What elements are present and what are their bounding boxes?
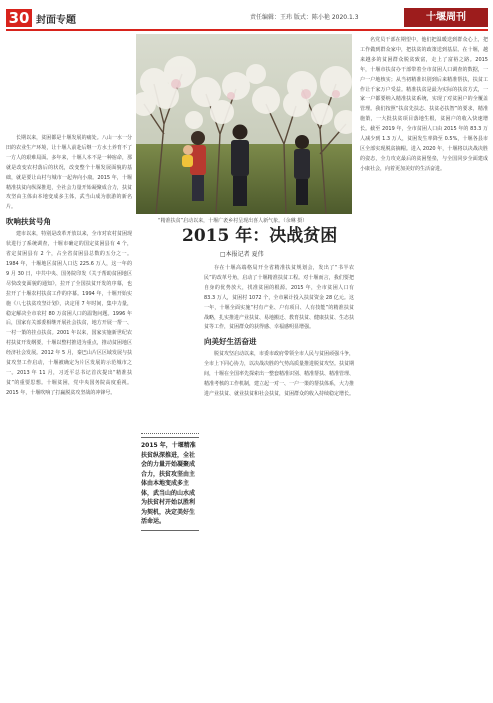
pull-quote: 2015 年，十堰精准扶贫纵深推进，全社会的力量开始凝聚成合力，扶贫攻坚由主体由本地变成多主体，武当山的山水成为扶贫村开始以胜利为契机，决定美好生活命运。: [141, 437, 199, 531]
middle-column: [204, 264, 354, 699]
section-name: 封面专题: [36, 15, 76, 26]
left-body-paragraph: 建市以来，特别是改革开放以来，全市对农村贫困现状进行了系统调查，十堰市确定的国定贫困县有 4 个，省定贫困县有 2 个，占全省贫困县总数的五分之一。1984 年，十堰地区贫困人口达 225.6 万人，这一年的 9 月 30 日，中共中央、国务院印发《关于帮助贫困地区尽快改变面貌的通知》，拉开了全国扶贫开发的序幕，也拉开了十堰农村扶贫工作的序幕。1994 年，十堰开始实施《八七扶贫攻坚计划》，决定用 7 年时间，集中力量，稳定解决全市农村 80 万贫困人口的温饱问题。1996 年后，国家有关部委相继开展社会扶贫，地方开展一帮一、一村一策的挂点扶贫。2001 年以来，国家实施新世纪农村扶贫开发纲要，十堰以整村推进为重点，推动贫困地区经济社会发展。2012 年 5 月，秦巴山片区区域发展与扶贫攻坚工作启动，十堰被确定为片区发展的示范城市之一。2013 年 11 月，习近平总书记首次提出“精准扶贫”的重要思想。十堰贫困，党中央国务院高度重视。2015 年，十堰吹响了打赢脱贫攻坚战的冲锋号。: [6, 231, 132, 396]
editor-credits: 责任编辑：王玮 版式：陈小艳 2020.1.3: [250, 14, 359, 21]
middle-body-paragraph: 存在十堰高端格局开全省精准扶贫规划会，发出了“书半农民”的改革号角，启动了十堰精准扶贫工程。对十堰而言，我们要把自身的优势放大，找准贫困的根源。2015 年，全市贫困人口有 83.3 万人，贫困村 1072 个，全市累计投入扶贫资金 28 亿元。这一年，十堰全面实施“村有产业、户有项目、人有技能”的精准扶贫战略，扎实推进产业扶贫、易地搬迁、教育扶贫、健康扶贫、生态扶贫等工作，贫困群众的获得感、幸福感明显增强。: [204, 265, 354, 331]
right-body-paragraph: 名党员干部在期望中，他们把温暖送到群众心上，把工作做到群众家中，把扶贫的政策送到基层。在十堰，越来越多的贫困群众脱贫致富，走上了富裕之路。2015 年，十堰市扶贫办干部带着全市贫困人口调查的数据，一户一户地核实；从当初精准识别到后来精准帮扶，扶贫工作让千家万户受益。精准扶贫是最为实际的扶贫方式，一家一户都要纳入精准扶贫系统，实现了对贫困户的全覆盖管理。我们按照“扶贫先扶志、扶贫必扶智”的要求，精准施策，一大批扶贫项目落地生根，贫困户的收入快速增长。截至 2019 年，全市贫困人口由 2015 年的 83.3 万人减少到 1.3 万人，贫困发生率降至 0.5%，十堰各县市区全部实现脱贫摘帽。进入 2020 年，十堰将以决战决胜的姿态，全力攻克最后的贫困堡垒，与全国同步全面建成小康社会，向着更加美好的生活奋进。: [360, 37, 488, 172]
page-number: 30: [6, 9, 32, 27]
section-heading-better-life: 向美好生活奋进: [204, 337, 257, 347]
left-column: [6, 134, 132, 699]
header-rule: [6, 29, 488, 31]
middle-body-paragraph-2: 脱贫攻坚启动以来，市委市政府带领全市人民与贫困顽强斗争，全市上下同心协力，以决战决胜的气势高质量推进脱贫攻坚。扶贫期间，十堰在全国率先探索出一整套精准识别、精准帮扶、精准管理、精准考核的工作机制，建立起一对一、一户一策的帮扶体系，大力推进产业扶贫、就业扶贫和社会扶贫，贫困群众的收入持续稳定增长。: [204, 351, 354, 397]
intro-paragraph: 长期以来，贫困都是十堰发展的痛处。八山一水一分田的农业生产环境，让十堰人前赴后继一方水土养育不了一方人的艰难局面。多年来，十堰人本不是一种宿命，那就是改变农村落后的状况，改变整个十堰发展面貌的基础，就是要让山村与城市一起奔向小康。2015 年，十堰精准扶贫向纵深推进，全社会力量开始凝聚成合力，扶贫攻坚由主体由本地变成多主体，武当山成为旅游的新名片。: [6, 135, 132, 211]
section-heading-bugle: 吹响扶贫号角: [6, 217, 51, 227]
photo-caption: “精准扶贫”启动以来，十堰广袤乡村呈现出喜人新气象。（余琳 摄）: [158, 218, 308, 224]
right-column: [360, 36, 488, 699]
masthead: 十堰周刊: [404, 8, 488, 27]
article-byline: □本报记者 夏伟: [220, 251, 264, 258]
cover-photo: [136, 34, 352, 214]
article-title: 2015 年：决战贫困: [182, 226, 338, 246]
orchard-photo-illustration: [136, 34, 352, 214]
pullquote-divider: [141, 433, 199, 436]
